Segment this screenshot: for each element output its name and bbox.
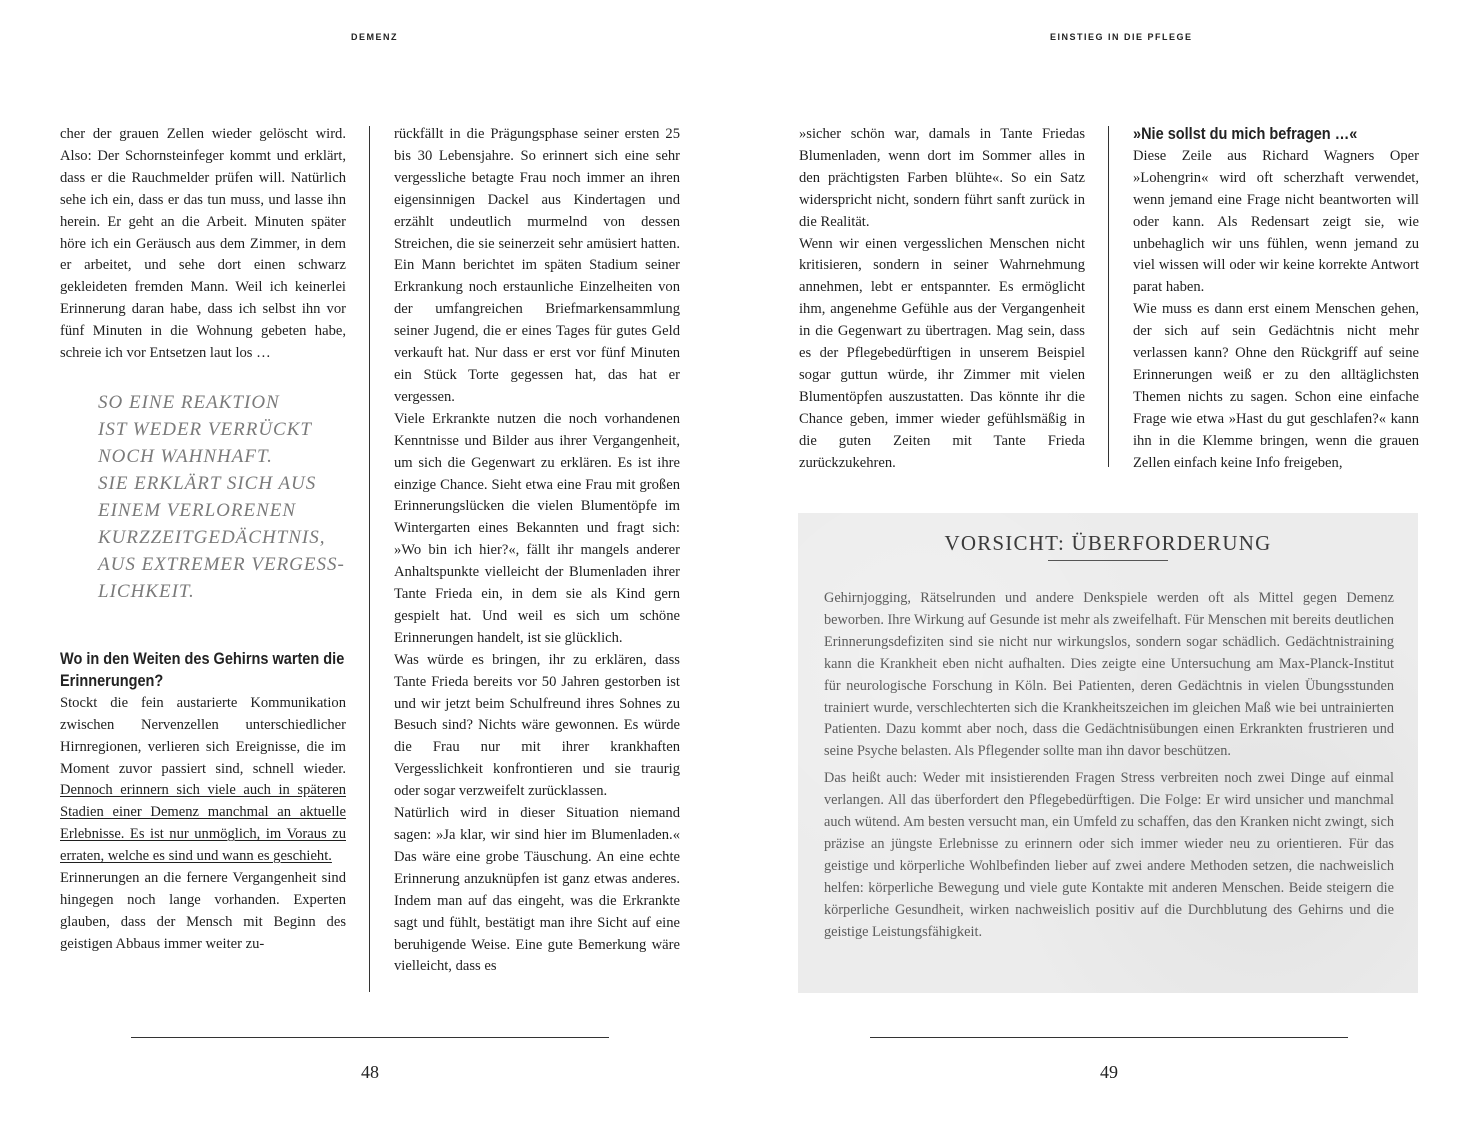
- subheading: Wo in den Weiten des Gehirns warten die Erinnerungen?: [60, 649, 345, 690]
- pull-quote-line: NOCH WAHNHAFT.: [98, 445, 273, 467]
- info-box: [798, 513, 1418, 993]
- info-box-body: [824, 588, 1394, 949]
- paragraph: Diese Zeile aus Richard Wagners Oper »Lohengrin« wird oft scherzhaft verwendet, wenn jemand eine Frage nicht beantworten will oder kann. Als Redensart zeigt sie, wie unbehaglich wir uns fühlen, wenn jemand zu viel wissen will oder wir keine korrekte Antwort parat haben.: [1133, 147, 1419, 296]
- running-head-right: EINSTIEG IN DIE PFLEGE: [1050, 32, 1193, 42]
- pull-quote-line: SO EINE REAKTION: [98, 391, 280, 413]
- paragraph: Viele Erkrankte nutzen die noch vorhandenen Kenntnisse und Bilder aus ihrer Vergangenheit, um sich die Gegenwart zu erklären. Es ist ihre einzige Chance. Sieht etwa eine Frau mit großen Erinnerungslücken die vielen Blumentöpfe im Wintergarten eines Bekannten und fragt sich: »Wo bin ich hier?«, fällt ihr mangels anderer Anhaltspunkte vielleicht der Blumenladen ihrer Tante Frieda ein, in dem sie als Kind gern gespielt hat. Und weil es sich um schöne Erinnerungen handelt, ist sie glücklich.: [394, 410, 680, 646]
- column-divider: [1108, 126, 1109, 467]
- paragraph: Natürlich wird in dieser Situation niemand sagen: »Ja klar, wir sind hier im Blumenladen.« Das wäre eine grobe Täuschung. An eine echte Erinnerung anzuknüpfen ist ganz etwas anderes. Indem man auf das eingeht, was die Erkrankte sagt und fühlt, bestätigt man ihre Sicht auf eine beruhigende Weise. Eine gute Bemerkung wäre vielleicht, dass es: [394, 805, 680, 975]
- pull-quote-line: IST WEDER VERRÜCKT: [98, 418, 312, 440]
- page-number-right: 49: [1100, 1062, 1118, 1082]
- paragraph: [60, 693, 346, 868]
- paragraph: cher der grauen Zellen wieder gelöscht wird. Also: Der Schornsteinfeger kommt und erklärt, dass er die Rauchmelder prüfen will. Natürlich sehe ich ein, dass er das tun muss, und lasse ihn herein. Er geht an die Arbeit. Minuten später höre ich ein Geräusch aus dem Zimmer, in dem er arbeitet, und sehe dort einen schwarz gekleideten fremden Mann. Weil ich keinerlei Erinnerung daran habe, dass ich selbst ihn vor fünf Minuten in die Wohnung gebeten habe, schreie ich vor Entsetzen laut los …: [60, 126, 346, 362]
- footer-rule-left: [131, 1037, 609, 1038]
- pull-quote-line: LICHKEIT.: [98, 580, 195, 602]
- paragraph: Gehirnjogging, Rätselrunden und andere Denkspiele werden oft als Mittel gegen Demenz beworben. Ihre Wirkung auf Gesunde ist mehr als zweifelhaft. Für Menschen mit bereits deutlichen Erinnerungsdefiziten sind sie nicht nur wirkungslos, sondern sogar schädlich. Gedächtnistraining kann die Krankheit eben nicht aufhalten. Dies zeigte eine Untersuchung am Max-Planck-Institut für neurologische Forschung in Köln. Bei Patienten, deren Gedächtnis in vielen Übungsstunden trainiert wurde, verschlechterten sich die Krankheitszeichen im gleichen Maß wie bei untrainierten Patienten. Dazu kommt aber noch, dass die Gedächtnisübungen einen Erkrankten frustrieren und seine Psyche belasten. Als Pflegender sollte man ihn davor beschützen.: [824, 590, 1394, 760]
- page-number-left: 48: [361, 1062, 379, 1082]
- pull-quote-line: KURZZEITGEDÄCHTNIS,: [98, 526, 326, 548]
- right-page-column-1: [799, 124, 1085, 475]
- pull-quote-line: AUS EXTREMER VERGESS-: [98, 553, 345, 575]
- underlined-passage: Dennoch erinnern sich viele auch in späteren Stadien einer Demenz manchmal an aktuelle Erlebnisse. Es ist nur unmöglich, im Voraus zu erraten, welche es sind und wann es geschieht.: [60, 782, 346, 865]
- paragraph: »sicher schön war, damals in Tante Friedas Blumenladen, wenn dort im Sommer alles in den prächtigsten Farben blühte«. So ein Satz widerspricht nicht, sondern führt sanft zurück in die Realität.: [799, 126, 1085, 230]
- paragraph: rückfällt in die Prägungsphase seiner ersten 25 bis 30 Lebensjahre. So erinnert sich eine sehr vergessliche betagte Frau noch immer an ihren eigensinnigen Dackel aus Kindertagen und erzählt undeutlich murmelnd von dessen Streichen, die sie seinerzeit sehr amüsiert hatten. Ein Mann berichtet im späten Stadium seiner Erkrankung noch erstaunliche Einzelheiten von der umfangreichen Briefmarkensammlung seiner Jugend, die er eines Tages für gutes Geld verkauft hat. Nur dass er erst vor fünf Minuten ein Stück Torte gegessen hat, das hat er vergessen.: [394, 126, 680, 405]
- paragraph: Das heißt auch: Weder mit insistierenden Fragen Stress verbreiten noch zwei Dinge auf einmal verlangen. All das überfordert den Pflegebedürftigen. Die Folge: Er wird unsicher und manchmal auch wütend. Am besten versucht man, ein Umfeld zu schaffen, das den Kranken nicht zwingt, sich präzise an jüngste Erlebnisse zu erinnern oder sich immer wieder neu zu orientieren. Für das geistige und körperliche Wohlbefinden lieber auf zwei andere Methoden setzen, die nachweislich helfen: körperliche Bewegung und viele gute Kontakte mit anderen Menschen. Beide steigern die körperliche Gesundheit, wirken nachweislich positiv auf die Durchblutung des Gehirns und die geistige Leistungsfähigkeit.: [824, 770, 1394, 940]
- right-page-column-2: [1133, 124, 1419, 475]
- running-head-left: DEMENZ: [351, 32, 398, 42]
- pull-quote-line: SIE ERKLÄRT SICH AUS: [98, 472, 317, 494]
- info-box-title: VORSICHT: ÜBERFORDERUNG: [944, 531, 1272, 555]
- sidebar-heading: »Nie sollst du mich befragen …«: [1133, 125, 1358, 143]
- left-page-column-2: [394, 124, 680, 978]
- paragraph: Erinnerungen an die fernere Vergangenheit sind hingegen noch lange vorhanden. Experten glauben, dass der Mensch mit Beginn des geistigen Abbaus immer weiter zu-: [60, 870, 346, 952]
- paragraph: Wie muss es dann erst einem Menschen gehen, der sich auf sein Gedächtnis nicht mehr verlassen kann? Ohne den Rückgriff auf seine Erinnerungen weiß er zu den alltäglichsten Themen nichts zu sagen. Schon eine einfache Frage wie etwa »Hast du gut geschlafen?« kann ihn in die Klemme bringen, wenn die grauen Zellen einfach keine Info freigeben,: [1133, 301, 1419, 471]
- paragraph: Wenn wir einen vergesslichen Menschen nicht kritisieren, sondern in seiner Wahrnehmung annehmen, lebt er entspannter. Es ermöglicht ihm, angenehme Gefühle aus der Vergangenheit in die Gegenwart zu übertragen. Mag sein, dass es der Pflegebedürftigen in unserem Beispiel sogar guttun würde, ihr Zimmer mit vielen Blumentöpfen auszustatten. Das könnte ihr die Chance geben, immer wieder gefühlsmäßig in die guten Zeiten mit Tante Frieda zurückzukehren.: [799, 235, 1085, 471]
- pull-quote-line: EINEM VERLORENEN: [98, 499, 297, 521]
- title-underline: [1048, 560, 1168, 561]
- left-page-column-1: [60, 124, 346, 956]
- paragraph: Was würde es bringen, ihr zu erklären, dass Tante Frieda bereits vor 50 Jahren gestorben ist und wir jetzt beim Schulfreund ihres Sohnes zu Besuch sind? Nichts wäre gewonnen. Es würde die Frau nur mit ihrer krankhaften Vergesslichkeit konfrontieren und sie traurig oder sogar verzweifelt zurücklassen.: [394, 651, 680, 800]
- footer-rule-right: [870, 1037, 1348, 1038]
- paragraph-lead: Stockt die fein austarierte Kommunikation zwischen Nervenzellen unterschiedlicher Hirnregionen, verlieren sich Ereignisse, die im Moment zuvor passiert sind, schnell wieder.: [60, 694, 346, 777]
- pull-quote: [98, 389, 346, 605]
- column-divider: [369, 126, 370, 992]
